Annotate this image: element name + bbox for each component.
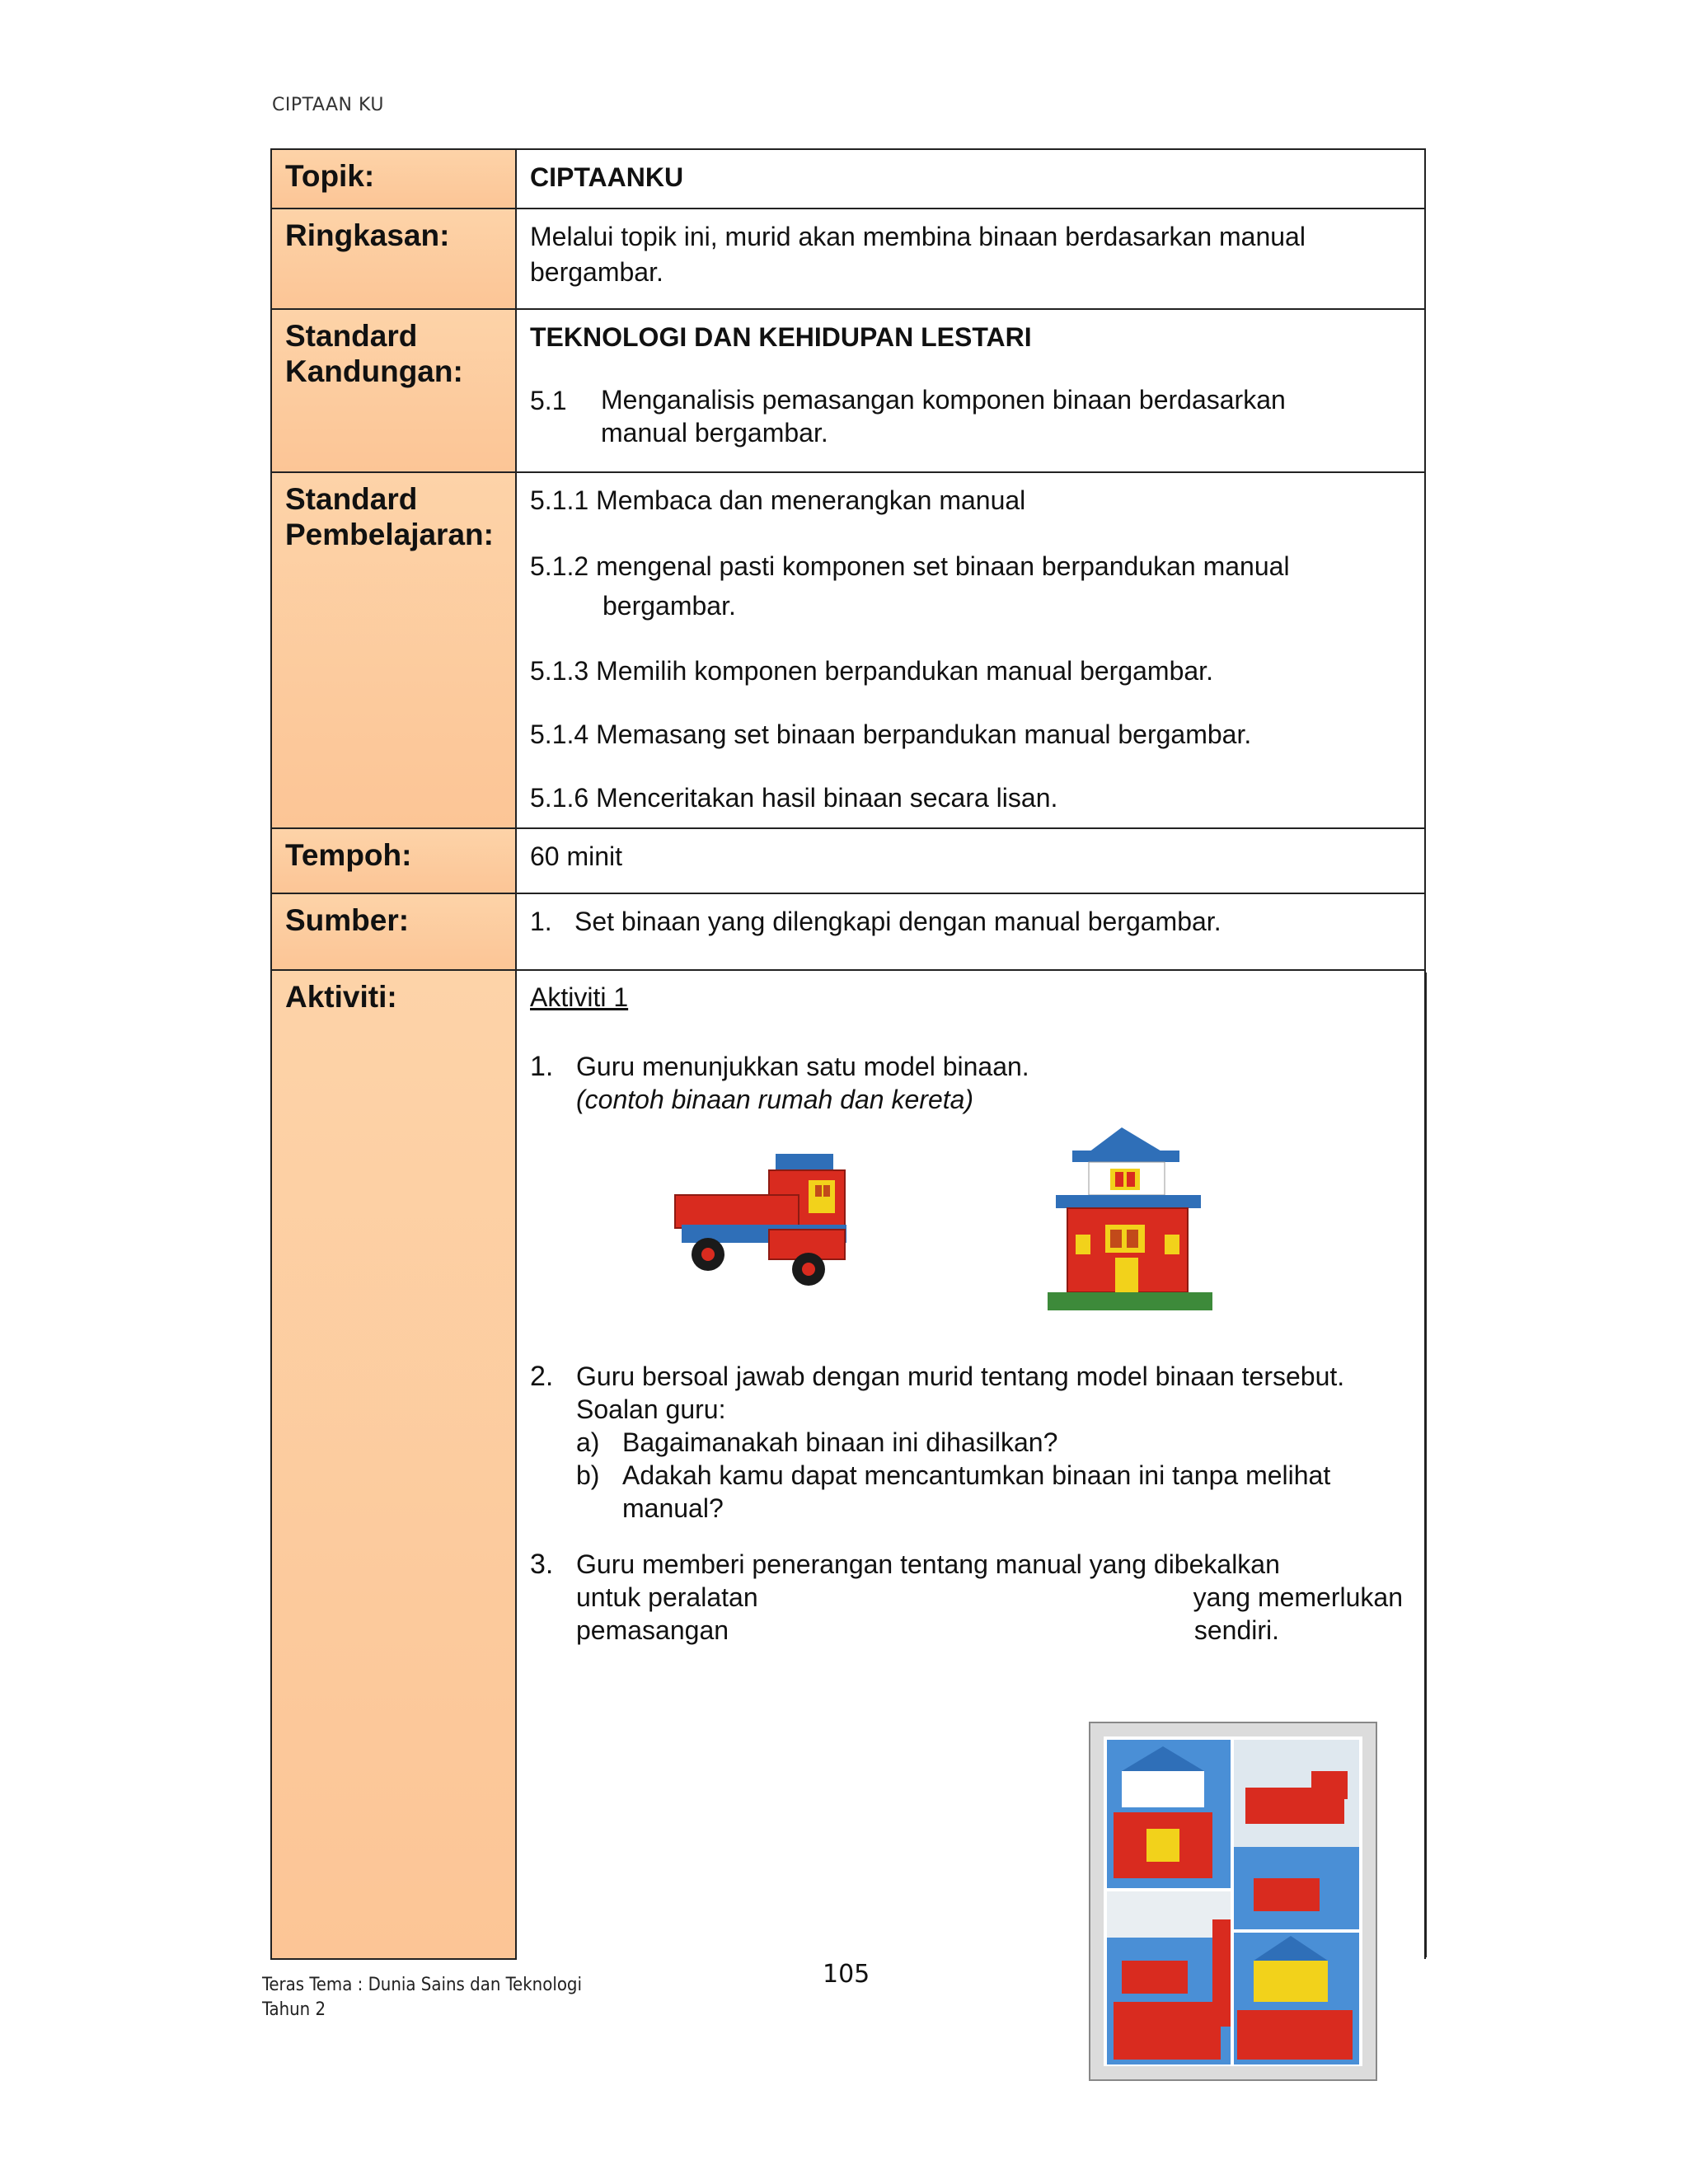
question-b: [576, 1459, 1411, 1525]
lego-house-image: [1039, 1127, 1212, 1317]
value-standard-pembelajaran: [516, 472, 1425, 828]
lesson-plan-table: [270, 148, 1426, 1960]
step-3-text-line1: Guru memberi penerangan tentang manual yang dibekalkan: [576, 1549, 1280, 1579]
row-standard-kandungan: [271, 309, 1425, 472]
pembelajaran-item: 5.1.4 Memasang set binaan berpandukan manual bergambar.: [530, 719, 1252, 749]
lego-manual-image: [1089, 1722, 1377, 2081]
step-3-text-line3b: sendiri.: [1193, 1615, 1279, 1645]
sumber-text: Set binaan yang dilengkapi dengan manual bergambar.: [574, 907, 1221, 936]
step-2-number: 2.: [530, 1361, 554, 1392]
kandungan-item-number: 5.1: [530, 386, 567, 415]
aktiviti-step-2: [530, 1360, 1411, 1525]
kandungan-heading: TEKNOLOGI DAN KEHIDUPAN LESTARI: [530, 322, 1032, 352]
aktiviti-step-3: [530, 1548, 1411, 1647]
label-topik: Topik:: [271, 149, 516, 209]
aktiviti-title: Aktiviti 1: [530, 982, 629, 1012]
question-b-letter: b): [576, 1460, 600, 1490]
row-sumber: [271, 893, 1425, 970]
question-a-text: Bagaimanakah binaan ini dihasilkan?: [622, 1427, 1058, 1457]
step-2-subtitle: Soalan guru:: [576, 1394, 726, 1424]
label-aktiviti: Aktiviti:: [271, 970, 516, 1959]
question-a-letter: a): [576, 1427, 600, 1457]
kandungan-item-text: Menganalisis pemasangan komponen binaan berdasarkan manual bergambar.: [601, 385, 1286, 448]
label-standard-pembelajaran: Standard Pembelajaran:: [271, 472, 516, 828]
step-3-text-line3a: pemasangan: [576, 1615, 729, 1645]
ringkasan-text: Melalui topik ini, murid akan membina binaan berdasarkan manual bergambar.: [530, 222, 1306, 287]
step-3-text-line2a: untuk peralatan: [576, 1582, 758, 1612]
kandungan-item: [530, 383, 1411, 449]
table-right-border: [1425, 972, 1427, 1957]
pembelajaran-item: 5.1.2 mengenal pasti komponen set binaan berpandukan manual bergambar.: [530, 551, 1290, 621]
row-topik: [271, 149, 1425, 209]
label-ringkasan: Ringkasan:: [271, 209, 516, 309]
step-2-text: Guru bersoal jawab dengan murid tentang model binaan tersebut.: [576, 1361, 1345, 1391]
label-sumber: Sumber:: [271, 893, 516, 970]
row-tempoh: [271, 828, 1425, 893]
value-standard-kandungan: [516, 309, 1425, 472]
step-1-note: (contoh binaan rumah dan kereta): [576, 1085, 974, 1114]
label-tempoh: Tempoh:: [271, 828, 516, 893]
question-a: [576, 1426, 1411, 1459]
sumber-number: 1.: [530, 907, 552, 936]
row-aktiviti: [271, 970, 1425, 1959]
step-3-number: 3.: [530, 1549, 554, 1580]
running-header: CIPTAAN KU: [272, 95, 384, 115]
question-b-text: Adakah kamu dapat mencantumkan binaan ini tanpa melihat manual?: [622, 1460, 1331, 1523]
step-3-text-line2b: yang memerlukan: [1193, 1582, 1403, 1612]
model-images: [530, 1127, 1411, 1342]
value-ringkasan: [516, 209, 1425, 309]
value-sumber: [516, 893, 1425, 970]
page-number: 105: [823, 1960, 870, 1989]
label-standard-kandungan: Standard Kandungan:: [271, 309, 516, 472]
pembelajaran-item: 5.1.3 Memilih komponen berpandukan manual bergambar.: [530, 656, 1213, 686]
pembelajaran-item: 5.1.1 Membaca dan menerangkan manual: [530, 485, 1026, 515]
value-tempoh: 60 minit: [516, 828, 1425, 893]
row-standard-pembelajaran: [271, 472, 1425, 828]
row-ringkasan: [271, 209, 1425, 309]
pembelajaran-item: 5.1.6 Menceritakan hasil binaan secara lisan.: [530, 783, 1058, 813]
footer-year: Tahun 2: [262, 1999, 326, 2020]
aktiviti-step-1: [530, 1050, 1411, 1116]
step-1-number: 1.: [530, 1051, 554, 1082]
step-1-text: Guru menunjukkan satu model binaan.: [576, 1052, 1029, 1081]
footer-theme: Teras Tema : Dunia Sains dan Teknologi: [262, 1975, 582, 1995]
value-aktiviti: [516, 970, 1425, 1959]
lego-truck-image: [670, 1147, 876, 1296]
value-topik: CIPTAANKU: [516, 149, 1425, 209]
